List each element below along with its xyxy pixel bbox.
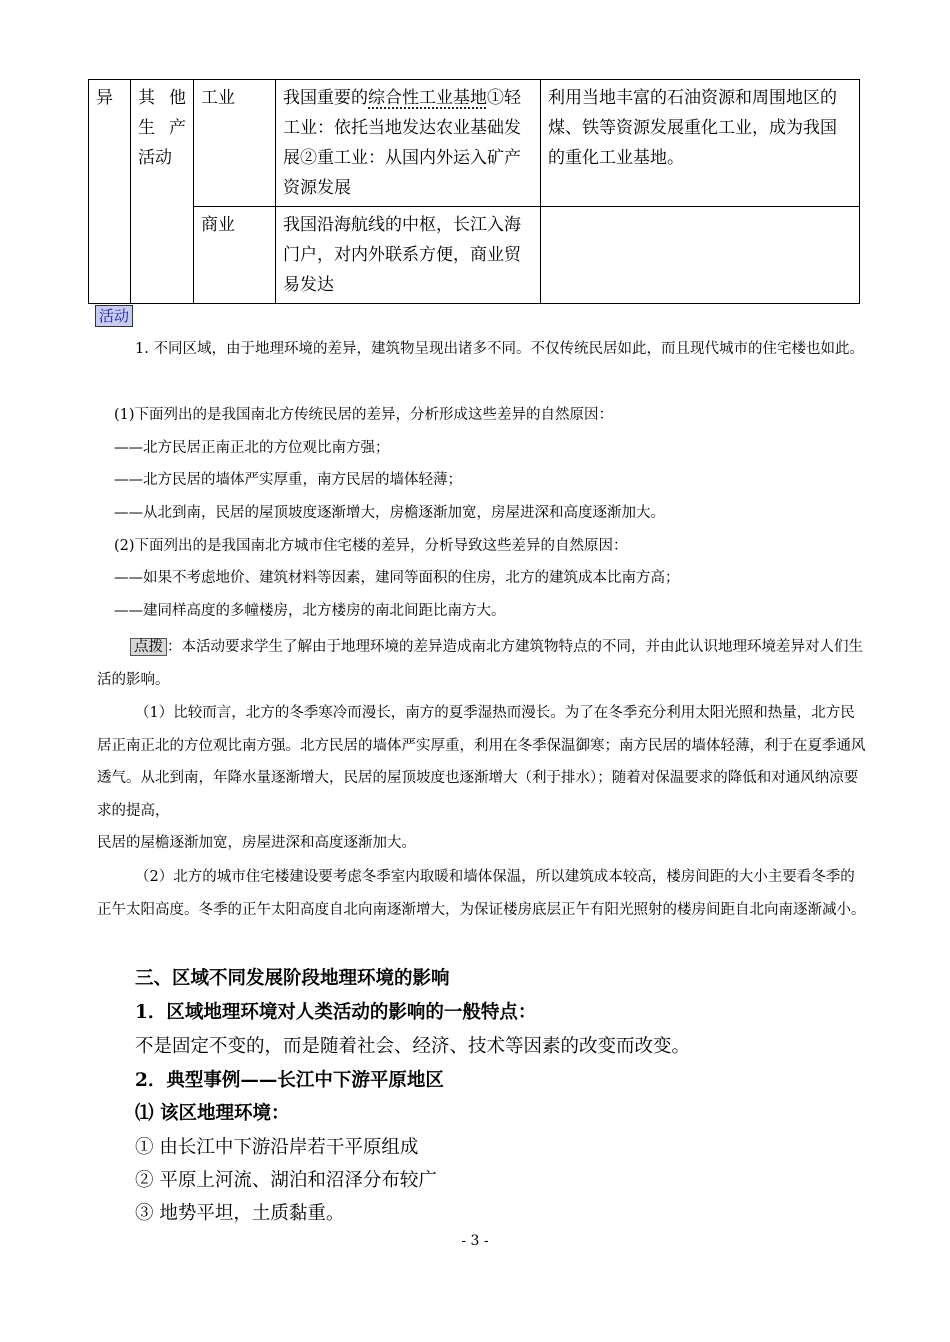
cell-text: 我国重要的 bbox=[283, 88, 368, 108]
list-item: ① 由长江中下游沿岸若干平原组成 bbox=[135, 1137, 419, 1158]
table-row bbox=[89, 207, 860, 304]
table-cell: 异 bbox=[89, 80, 131, 304]
table-cell: 工业 bbox=[194, 80, 276, 207]
answer-1-cont: 民居的屋檐逐渐加宽，房屋进深和高度逐渐加大。 bbox=[97, 835, 416, 851]
emphasized-text: 综合性工业基地 bbox=[368, 88, 487, 108]
activity-tag: 活动 bbox=[95, 305, 133, 327]
table-cell: 利用当地丰富的石油资源和周围地区的煤、铁等资源发展重化工业，成为我国的重化工业基地。 bbox=[541, 80, 860, 207]
list-item: ——建同样高度的多幢楼房，北方楼房的南北间距比南方大。 bbox=[114, 603, 506, 619]
list-item: ——北方民居正南正北的方位观比南方强； bbox=[114, 440, 390, 456]
comparison-table bbox=[88, 79, 860, 304]
hint-tag: 点拨 bbox=[130, 638, 167, 656]
table-cell bbox=[276, 80, 541, 207]
list-item: ——从北到南，民居的屋顶坡度逐渐增大，房檐逐渐加宽，房屋进深和高度逐渐加大。 bbox=[114, 505, 665, 521]
table-cell bbox=[541, 207, 860, 304]
list-item: ——如果不考虑地价、建筑材料等因素，建同等面积的住房，北方的建筑成本比南方高； bbox=[114, 570, 680, 586]
body-text: 不是固定不变的，而是随着社会、经济、技术等因素的改变而改变。 bbox=[135, 1036, 691, 1057]
table-row bbox=[89, 80, 860, 207]
table-cell: 商业 bbox=[194, 207, 276, 304]
question-1b: (2)下面列出的是我国南北方城市住宅楼的差异，分析导致这些差异的自然原因： bbox=[114, 538, 628, 554]
subheading: ⑴ 该区地理环境： bbox=[135, 1103, 290, 1124]
question-1a: (1)下面列出的是我国南北方传统民居的差异，分析形成这些差异的自然原因： bbox=[114, 407, 614, 423]
list-item: ② 平原上河流、湖泊和沼泽分布较广 bbox=[135, 1170, 437, 1191]
table-cell: 我国沿海航线的中枢，长江入海门户，对内外联系方便，商业贸易发达 bbox=[276, 207, 541, 304]
answer-1: （1）比较而言，北方的冬季寒冷而漫长，南方的夏季湿热而漫长。为了在冬季充分利用太阳光照和热量，北方民居正南正北的方位观比南方强。北方民居的墙体严实厚重，利用在冬季保温御寒；南方民居的墙体轻薄，利于在夏季通风透气。从北到南，年降水量逐渐增大，民居的屋顶坡度也逐渐增大（利于排水）；随着对保温要求的降低和对通风纳凉要求的提高， bbox=[97, 705, 866, 819]
section-heading: 三、区域不同发展阶段地理环境的影响 bbox=[135, 968, 450, 989]
cell-text: ①轻工业：依托当地发达农业基础发展②重工业：从国内外运入矿产资源发展 bbox=[283, 88, 521, 198]
subheading: 1．区域地理环境对人类活动的影响的一般特点： bbox=[135, 1002, 537, 1023]
list-item: ③ 地势平坦，土质黏重。 bbox=[135, 1203, 345, 1224]
answer-2: （2）北方的城市住宅楼建设要考虑冬季室内取暖和墙体保温，所以建筑成本较高，楼房间距的大小主要看冬季的正午太阳高度。冬季的正午太阳高度自北向南逐渐增大，为保证楼房底层正午有阳光照射的楼房间距自北向南逐渐减小。 bbox=[97, 869, 866, 918]
hint-paragraph bbox=[97, 631, 867, 696]
page-number: - 3 - bbox=[461, 1233, 489, 1249]
list-item: ——北方民居的墙体严实厚重，南方民居的墙体轻薄； bbox=[114, 472, 462, 488]
subheading: 2．典型事例——长江中下游平原地区 bbox=[135, 1070, 444, 1091]
question-1: 1. 不同区域，由于地理环境的差异，建筑物呈现出诸多不同。不仅传统民居如此，而且现代城市的住宅楼也如此。 bbox=[135, 341, 864, 357]
table-cell: 其他生产活动 bbox=[131, 80, 194, 304]
hint-text: ：本活动要求学生了解由于地理环境的差异造成南北方建筑物特点的不同，并由此认识地理环境差异对人们生活的影响。 bbox=[97, 639, 863, 688]
